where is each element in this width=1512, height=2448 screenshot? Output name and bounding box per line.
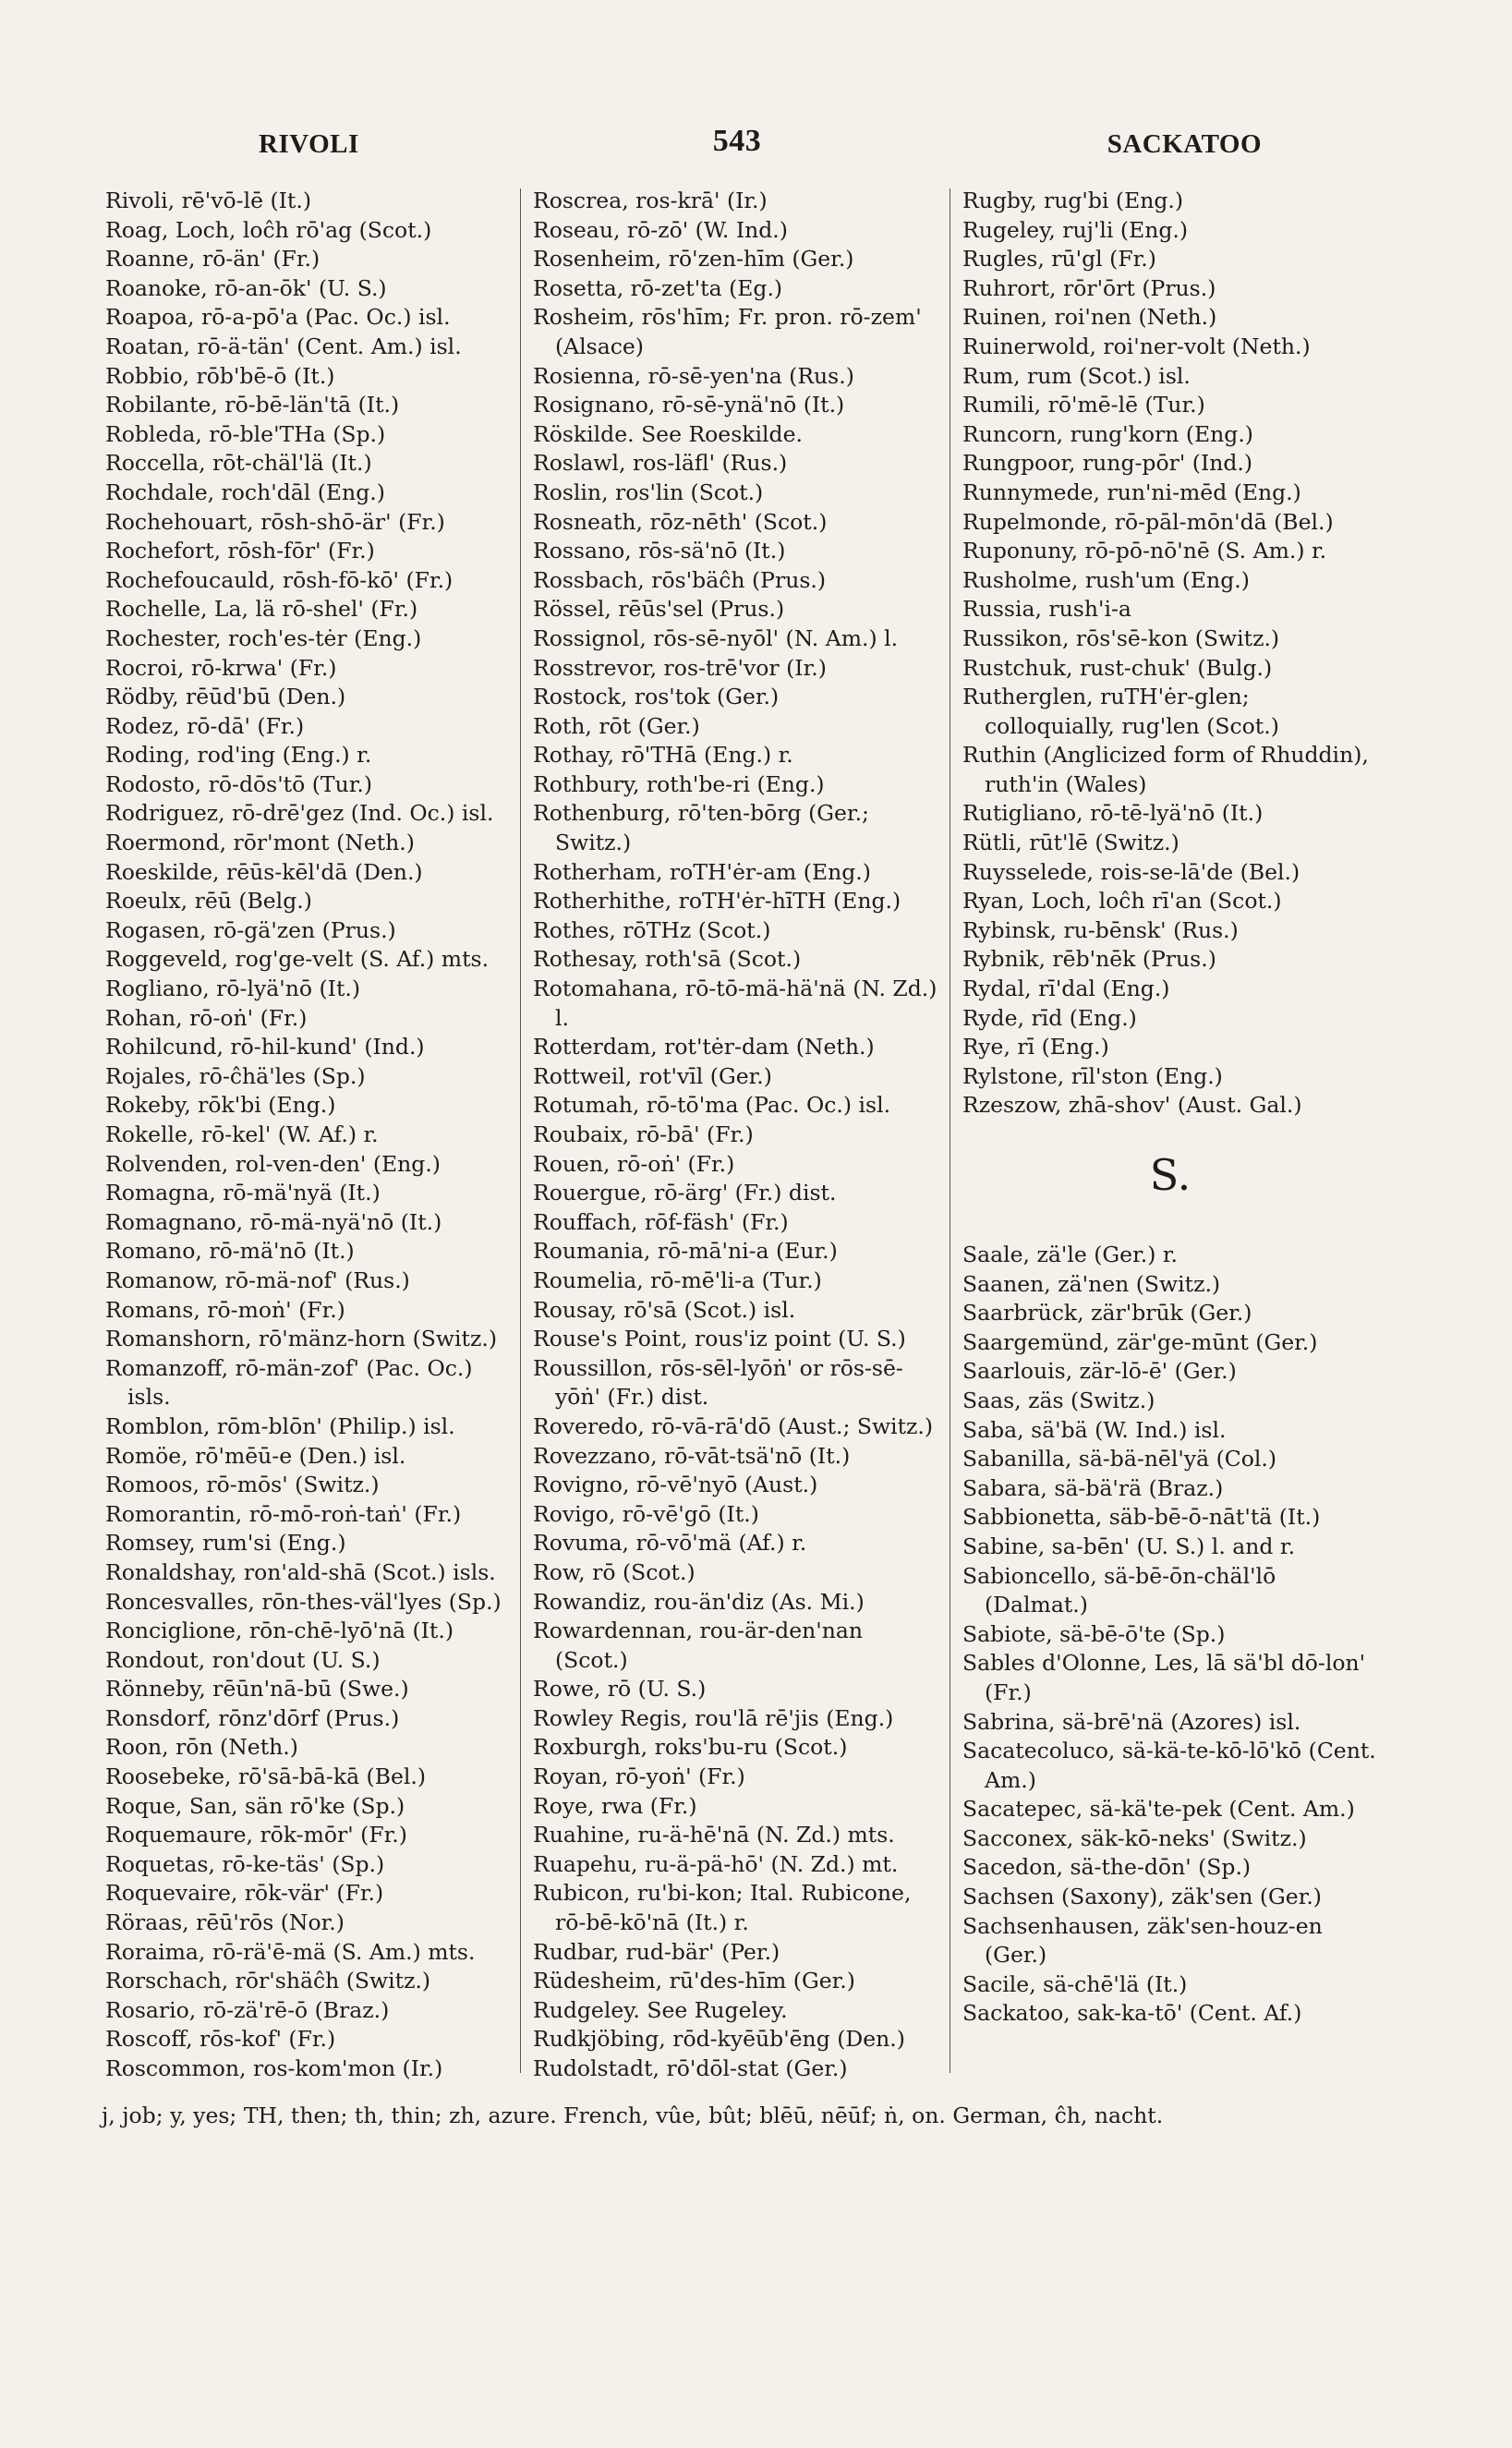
header-right-guide-word: SACKATOO bbox=[1107, 129, 1262, 159]
gazetteer-entry: Rowardennan, rou-är-den'nan (Scot.) bbox=[533, 1618, 863, 1673]
gazetteer-entry: Royan, rō-yoṅ' (Fr.) bbox=[533, 1763, 745, 1790]
gazetteer-entry: Sacconex, säk-kō-neks' (Switz.) bbox=[962, 1824, 1307, 1851]
gazetteer-entry: Romagna, rō-mä'nyä (It.) bbox=[105, 1180, 381, 1206]
gazetteer-entry: Rotumah, rō-tō'ma (Pac. Oc.) isl. bbox=[533, 1092, 891, 1119]
gazetteer-entry: Rütli, rūt'lē (Switz.) bbox=[962, 830, 1179, 856]
gazetteer-entry: Roxburgh, roks'bu-ru (Scot.) bbox=[533, 1734, 848, 1761]
gazetteer-entry: Roque, San, sän rō'ke (Sp.) bbox=[105, 1792, 405, 1819]
gazetteer-entry: Rolvenden, rol-ven-den' (Eng.) bbox=[105, 1150, 441, 1177]
gazetteer-entry: Rostock, ros'tok (Ger.) bbox=[533, 684, 780, 710]
gazetteer-entry: Rowley Regis, rou'lā rē'jis (Eng.) bbox=[533, 1704, 894, 1731]
gazetteer-entry: Roanoke, rō-an-ōk' (U. S.) bbox=[105, 274, 387, 301]
gazetteer-entry: Robilante, rō-bē-län'tā (It.) bbox=[105, 392, 400, 418]
gazetteer-entry: Rondout, ron'dout (U. S.) bbox=[105, 1646, 381, 1673]
gazetteer-entry: Rotomahana, rō-tō-mä-hä'nä (N. Zd.) l. bbox=[533, 976, 937, 1031]
gazetteer-entry: Roumelia, rō-mē'li-a (Tur.) bbox=[533, 1266, 822, 1293]
gazetteer-entry: Röskilde. See Roeskilde. bbox=[533, 420, 803, 447]
gazetteer-entry: Rubicon, ru'bi-kon; Ital. Rubicone, rō-bē-kō'nā (It.) r. bbox=[533, 1880, 912, 1936]
gazetteer-entry: Roeulx, rēū (Belg.) bbox=[105, 888, 312, 915]
gazetteer-entry: Rouen, rō-oṅ' (Fr.) bbox=[533, 1150, 735, 1177]
column-divider bbox=[520, 188, 521, 2073]
gazetteer-entry: Sables d'Olonne, Les, lā sä'bl dō-lon' (Fr.) bbox=[962, 1650, 1366, 1705]
header-left-guide-word: RIVOLI bbox=[259, 129, 359, 159]
gazetteer-entry: Sacatepec, sä-kä'te-pek (Cent. Am.) bbox=[962, 1796, 1355, 1823]
gazetteer-entry: Roquevaire, rōk-vär' (Fr.) bbox=[105, 1880, 384, 1907]
gazetteer-entry: Roggeveld, rog'ge-velt (S. Af.) mts. bbox=[105, 946, 490, 973]
gazetteer-entry: Sachsenhausen, zäk'sen-houz-en (Ger.) bbox=[962, 1912, 1323, 1969]
gazetteer-entry: Roubaix, rō-bā' (Fr.) bbox=[533, 1121, 754, 1147]
gazetteer-entry: Rustchuk, rust-chuk' (Bulg.) bbox=[962, 654, 1273, 681]
gazetteer-entry: Rosenheim, rō'zen-hīm (Ger.) bbox=[533, 246, 854, 273]
gazetteer-entry: Rokelle, rō-kel' (W. Af.) r. bbox=[105, 1121, 379, 1147]
gazetteer-entry: Sabbionetta, säb-bē-ō-nāt'tä (It.) bbox=[962, 1504, 1321, 1531]
gazetteer-entry: Rossignol, rōs-sē-nyōl' (N. Am.) l. bbox=[533, 624, 899, 651]
gazetteer-entry: Rylstone, rīl'ston (Eng.) bbox=[962, 1062, 1223, 1089]
gazetteer-entry: Rudkjöbing, rōd-kyēūb'ēng (Den.) bbox=[533, 2026, 905, 2053]
gazetteer-entry: Roussillon, rōs-sēl-lyōṅ' or rōs-sē-yōṅ' (Fr.) dist. bbox=[533, 1354, 903, 1411]
gazetteer-entry: Rosignano, rō-sē-ynä'nō (It.) bbox=[533, 392, 845, 418]
gazetteer-entry: Saas, zäs (Switz.) bbox=[962, 1387, 1155, 1413]
gazetteer-entry: Rovigno, rō-vē'nyō (Aust.) bbox=[533, 1472, 818, 1498]
gazetteer-entry: Ryde, rīd (Eng.) bbox=[962, 1004, 1137, 1031]
gazetteer-entry: Romanshorn, rō'mänz-horn (Switz.) bbox=[105, 1326, 497, 1352]
gazetteer-entry: Roquetas, rō-ke-täs' (Sp.) bbox=[105, 1850, 385, 1877]
gazetteer-entry: Rivoli, rē'vō-lē (It.) bbox=[105, 188, 311, 213]
gazetteer-entry: Rybinsk, ru-bēnsk' (Rus.) bbox=[962, 916, 1239, 943]
gazetteer-entry: Roseau, rō-zō' (W. Ind.) bbox=[533, 216, 788, 243]
gazetteer-columns bbox=[102, 187, 1395, 2080]
gazetteer-entry: Rochefort, rōsh-fōr' (Fr.) bbox=[105, 538, 375, 564]
gazetteer-entry: Romsey, rum'si (Eng.) bbox=[105, 1530, 346, 1557]
gazetteer-entry: Saba, sä'bä (W. Ind.) isl. bbox=[962, 1416, 1227, 1443]
gazetteer-entry: Rosneath, rōz-nēth' (Scot.) bbox=[533, 508, 828, 535]
gazetteer-entry: Rudbar, rud-bär' (Per.) bbox=[533, 1938, 780, 1965]
gazetteer-entry: Rusholme, rush'um (Eng.) bbox=[962, 566, 1250, 593]
gazetteer-entry: Ruysselede, rois-se-lā'de (Bel.) bbox=[962, 858, 1300, 885]
gazetteer-entry: Rouse's Point, rous'iz point (U. S.) bbox=[533, 1326, 906, 1352]
gazetteer-entry: Saale, zä'le (Ger.) r. bbox=[962, 1242, 1178, 1267]
gazetteer-entry: Row, rō (Scot.) bbox=[533, 1558, 696, 1585]
gazetteer-entry: Rönneby, rēūn'nā-bū (Swe.) bbox=[105, 1676, 409, 1703]
gazetteer-entry: Rödby, rēūd'bū (Den.) bbox=[105, 684, 346, 710]
gazetteer-entry: Rutherglen, ruTH'ėr-glen; colloquially, rug'len (Scot.) bbox=[962, 684, 1279, 739]
gazetteer-entry: Roon, rōn (Neth.) bbox=[105, 1734, 298, 1761]
gazetteer-entry: Roraima, rō-rä'ē-mä (S. Am.) mts. bbox=[105, 1938, 476, 1965]
page-header bbox=[102, 124, 1373, 166]
gazetteer-entry: Romanzoff, rō-män-zof' (Pac. Oc.) isls. bbox=[105, 1354, 473, 1411]
gazetteer-entry: Rungpoor, rung-pōr' (Ind.) bbox=[962, 450, 1253, 477]
gazetteer-entry: Romagnano, rō-mä-nyä'nō (It.) bbox=[105, 1208, 442, 1235]
gazetteer-entry: Rothay, rō'THā (Eng.) r. bbox=[533, 742, 793, 769]
gazetteer-entry: Sabara, sä-bä'rä (Braz.) bbox=[962, 1474, 1224, 1501]
gazetteer-entry: Rosheim, rōs'hīm; Fr. pron. rō-zem' (Alsace) bbox=[533, 304, 922, 359]
gazetteer-entry: Rodosto, rō-dōs'tō (Tur.) bbox=[105, 770, 372, 797]
gazetteer-entry: Rovigo, rō-vē'gō (It.) bbox=[533, 1500, 759, 1527]
gazetteer-entry: Sacatecoluco, sä-kä-te-kō-lō'kō (Cent. Am.) bbox=[962, 1738, 1376, 1793]
gazetteer-entry: Roslin, ros'lin (Scot.) bbox=[533, 479, 764, 505]
gazetteer-entry: Roscommon, ros-kom'mon (Ir.) bbox=[105, 2055, 443, 2081]
gazetteer-entry: Roumania, rō-mā'ni-a (Eur.) bbox=[533, 1238, 838, 1265]
gazetteer-entry: Roeskilde, rēūs-kēl'dā (Den.) bbox=[105, 858, 423, 885]
gazetteer-entry: Roag, Loch, loĉh rō'ag (Scot.) bbox=[105, 216, 432, 243]
gazetteer-entry: Russikon, rōs'sē-kon (Switz.) bbox=[962, 624, 1280, 651]
gazetteer-entry: Russia, rush'i-a bbox=[962, 596, 1131, 623]
gazetteer-entry: Sacedon, sä-the-dōn' (Sp.) bbox=[962, 1854, 1252, 1881]
gazetteer-entry: Rumili, rō'mē-lē (Tur.) bbox=[962, 392, 1205, 418]
gazetteer-entry: Rössel, rēūs'sel (Prus.) bbox=[533, 596, 785, 623]
gazetteer-entry: Sabrina, sä-brē'nä (Azores) isl. bbox=[962, 1708, 1301, 1735]
gazetteer-entry: Rohilcund, rō-hil-kund' (Ind.) bbox=[105, 1034, 425, 1060]
gazetteer-entry: Romblon, rōm-blōn' (Philip.) isl. bbox=[105, 1412, 455, 1439]
gazetteer-entry: Ruthin (Anglicized form of Rhuddin), ruth'in (Wales) bbox=[962, 742, 1369, 797]
section-letter: S. bbox=[1149, 1150, 1191, 1200]
gazetteer-entry: Rochester, roch'es-tėr (Eng.) bbox=[105, 624, 422, 651]
gazetteer-entry: Rossano, rōs-sä'nō (It.) bbox=[533, 538, 786, 564]
gazetteer-entry: Rovuma, rō-vō'mä (Af.) r. bbox=[533, 1530, 807, 1557]
gazetteer-entry: Rohan, rō-oṅ' (Fr.) bbox=[105, 1004, 308, 1031]
gazetteer-entry: Rochehouart, rōsh-shō-är' (Fr.) bbox=[105, 508, 445, 535]
gazetteer-entry: Rokeby, rōk'bi (Eng.) bbox=[105, 1092, 336, 1119]
gazetteer-entry: Saarbrück, zär'brūk (Ger.) bbox=[962, 1300, 1252, 1327]
gazetteer-entry: Runnymede, run'ni-mēd (Eng.) bbox=[962, 479, 1301, 505]
gazetteer-entry: Rugeley, ruj'li (Eng.) bbox=[962, 216, 1189, 243]
gazetteer-entry: Romöe, rō'mēū-e (Den.) isl. bbox=[105, 1442, 406, 1469]
gazetteer-entry: Rothenburg, rō'ten-bōrg (Ger.; Switz.) bbox=[533, 800, 869, 856]
gazetteer-entry: Rydal, rī'dal (Eng.) bbox=[962, 976, 1170, 1002]
gazetteer-entry: Sackatoo, sak-ka-tō' (Cent. Af.) bbox=[962, 2000, 1302, 2027]
gazetteer-entry: Saanen, zä'nen (Switz.) bbox=[962, 1270, 1221, 1297]
gazetteer-entry: Saarlouis, zär-lō-ē' (Ger.) bbox=[962, 1358, 1237, 1385]
gazetteer-entry: Rutigliano, rō-tē-lyä'nō (It.) bbox=[962, 800, 1264, 827]
gazetteer-entry: Rosienna, rō-sē-yen'na (Rus.) bbox=[533, 362, 854, 389]
gazetteer-entry: Roquemaure, rōk-mōr' (Fr.) bbox=[105, 1822, 407, 1848]
gazetteer-entry: Roslawl, ros-läfl' (Rus.) bbox=[533, 450, 788, 477]
gazetteer-entry: Ruponuny, rō-pō-nō'nē (S. Am.) r. bbox=[962, 538, 1327, 564]
gazetteer-entry: Rogliano, rō-lyä'nō (It.) bbox=[105, 976, 361, 1002]
gazetteer-entry: Roanne, rō-än' (Fr.) bbox=[105, 246, 321, 273]
gazetteer-entry: Rosetta, rō-zet'ta (Eg.) bbox=[533, 274, 783, 301]
gazetteer-entry: Rorschach, rōr'shäĉh (Switz.) bbox=[105, 1968, 431, 1994]
gazetteer-entry: Roscrea, ros-krā' (Ir.) bbox=[533, 188, 768, 213]
gazetteer-entry: Sachsen (Saxony), zäk'sen (Ger.) bbox=[962, 1884, 1322, 1910]
gazetteer-entry: Röraas, rēū'rōs (Nor.) bbox=[105, 1909, 345, 1936]
gazetteer-entry: Roth, rōt (Ger.) bbox=[533, 712, 700, 739]
column-1 bbox=[105, 187, 512, 2080]
gazetteer-entry: Rossbach, rōs'bäĉh (Prus.) bbox=[533, 566, 827, 593]
column-3-s-entries bbox=[962, 1241, 1378, 2029]
gazetteer-entry: Ronsdorf, rōnz'dōrf (Prus.) bbox=[105, 1704, 400, 1731]
gazetteer-entry: Rzeszow, zhā-shov' (Aust. Gal.) bbox=[962, 1092, 1302, 1119]
gazetteer-entry: Romans, rō-moṅ' (Fr.) bbox=[105, 1296, 345, 1323]
gazetteer-entry: Roapoa, rō-a-pō'a (Pac. Oc.) isl. bbox=[105, 304, 451, 331]
gazetteer-entry: Ruinerwold, roi'ner-volt (Neth.) bbox=[962, 333, 1311, 359]
gazetteer-entry: Roveredo, rō-vā-rā'dō (Aust.; Switz.) bbox=[533, 1412, 934, 1439]
gazetteer-entry: Sabiote, sä-bē-ō'te (Sp.) bbox=[962, 1620, 1226, 1647]
gazetteer-entry: Romorantin, rō-mō-roṅ-taṅ' (Fr.) bbox=[105, 1500, 462, 1527]
gazetteer-entry: Rowandiz, rou-än'diz (As. Mi.) bbox=[533, 1588, 865, 1615]
gazetteer-entry: Rochdale, roch'dāl (Eng.) bbox=[105, 479, 385, 505]
pronunciation-key-footer: j, job; y, yes; TH, then; th, thin; zh, azure. French, vûe, bût; blēū, nēūf; ṅ, on. German, ĉh, nacht. bbox=[102, 2103, 1164, 2128]
gazetteer-entry: Roermond, rōr'mont (Neth.) bbox=[105, 830, 415, 856]
gazetteer-entry: Rodez, rō-dā' (Fr.) bbox=[105, 712, 305, 739]
gazetteer-entry: Robleda, rō-ble'THa (Sp.) bbox=[105, 420, 386, 447]
page-number: 543 bbox=[712, 124, 762, 158]
gazetteer-entry: Rodriguez, rō-drē'gez (Ind. Oc.) isl. bbox=[105, 800, 494, 827]
gazetteer-entry: Roding, rod'ing (Eng.) r. bbox=[105, 742, 372, 769]
gazetteer-entry: Sabioncello, sä-bē-ōn-chäl'lō (Dalmat.) bbox=[962, 1562, 1276, 1618]
column-3 bbox=[962, 187, 1378, 2080]
gazetteer-entry: Rojales, rō-ĉhä'les (Sp.) bbox=[105, 1062, 366, 1089]
gazetteer-entry: Rybnik, rēb'nēk (Prus.) bbox=[962, 946, 1216, 973]
gazetteer-entry: Sabine, sa-bēn' (U. S.) l. and r. bbox=[962, 1533, 1296, 1559]
gazetteer-entry: Rosario, rō-zä'rē-ō (Braz.) bbox=[105, 1996, 390, 2023]
gazetteer-entry: Rousay, rō'sā (Scot.) isl. bbox=[533, 1296, 796, 1323]
gazetteer-entry: Roscoff, rōs-kof' (Fr.) bbox=[105, 2026, 336, 2053]
gazetteer-entry: Ryan, Loch, loĉh rī'an (Scot.) bbox=[962, 888, 1282, 915]
gazetteer-entry: Rottweil, rot'vīl (Ger.) bbox=[533, 1062, 772, 1089]
gazetteer-entry: Rum, rum (Scot.) isl. bbox=[962, 362, 1191, 389]
gazetteer-entry: Roye, rwa (Fr.) bbox=[533, 1792, 697, 1819]
gazetteer-entry: Romanow, rō-mä-nof' (Rus.) bbox=[105, 1266, 410, 1293]
gazetteer-entry: Rotherham, roTH'ėr-am (Eng.) bbox=[533, 858, 871, 885]
gazetteer-entry: Sabanilla, sä-bä-nēl'yä (Col.) bbox=[962, 1446, 1277, 1472]
gazetteer-entry: Rudgeley. See Rugeley. bbox=[533, 1996, 788, 2023]
gazetteer-entry: Runcorn, rung'korn (Eng.) bbox=[962, 420, 1253, 447]
gazetteer-entry: Rocroi, rō-krwa' (Fr.) bbox=[105, 654, 337, 681]
gazetteer-entry: Rupelmonde, rō-pāl-mōn'dā (Bel.) bbox=[962, 508, 1334, 535]
gazetteer-entry: Rosstrevor, ros-trē'vor (Ir.) bbox=[533, 654, 827, 681]
gazetteer-entry: Ruahine, ru-ä-hē'nā (N. Zd.) mts. bbox=[533, 1822, 895, 1848]
gazetteer-entry: Ruhrort, rōr'ōrt (Prus.) bbox=[962, 274, 1216, 301]
gazetteer-entry: Rovezzano, rō-vāt-tsä'nō (It.) bbox=[533, 1442, 851, 1469]
gazetteer-entry: Ruinen, roi'nen (Neth.) bbox=[962, 304, 1217, 331]
gazetteer-entry: Roatan, rō-ä-tän' (Cent. Am.) isl. bbox=[105, 333, 462, 359]
gazetteer-entry: Rugby, rug'bi (Eng.) bbox=[962, 188, 1184, 213]
gazetteer-entry: Saargemünd, zär'ge-mūnt (Ger.) bbox=[962, 1328, 1318, 1355]
gazetteer-entry: Rouergue, rō-ärg' (Fr.) dist. bbox=[533, 1180, 837, 1206]
gazetteer-entry: Rothesay, roth'sā (Scot.) bbox=[533, 946, 802, 973]
gazetteer-entry: Rouffach, rōf-fäsh' (Fr.) bbox=[533, 1208, 789, 1235]
column-2 bbox=[533, 187, 939, 2080]
gazetteer-entry: Romano, rō-mä'nō (It.) bbox=[105, 1238, 355, 1265]
gazetteer-entry: Rothes, rōTHz (Scot.) bbox=[533, 916, 771, 943]
gazetteer-entry: Ronciglione, rōn-chē-lyō'nā (It.) bbox=[105, 1618, 454, 1644]
gazetteer-entry: Rothbury, roth'be-ri (Eng.) bbox=[533, 770, 825, 797]
gazetteer-entry: Rochelle, La, lä rō-shel' (Fr.) bbox=[105, 596, 418, 623]
gazetteer-entry: Rotterdam, rot'tėr-dam (Neth.) bbox=[533, 1034, 875, 1060]
gazetteer-entry: Rowe, rō (U. S.) bbox=[533, 1676, 707, 1703]
gazetteer-entry: Rudolstadt, rō'dōl-stat (Ger.) bbox=[533, 2055, 848, 2081]
gazetteer-entry: Rye, rī (Eng.) bbox=[962, 1034, 1109, 1060]
gazetteer-entry: Roosebeke, rō'sā-bā-kā (Bel.) bbox=[105, 1763, 427, 1790]
gazetteer-entry: Roccella, rōt-chäl'lä (It.) bbox=[105, 450, 372, 477]
gazetteer-entry: Robbio, rōb'bē-ō (It.) bbox=[105, 362, 335, 389]
gazetteer-entry: Rogasen, rō-gä'zen (Prus.) bbox=[105, 916, 396, 943]
gazetteer-entry: Ruapehu, ru-ä-pä-hō' (N. Zd.) mt. bbox=[533, 1850, 899, 1877]
gazetteer-entry: Ronaldshay, ron'ald-shā (Scot.) isls. bbox=[105, 1558, 496, 1585]
gazetteer-entry: Rotherhithe, roTH'ėr-hīTH (Eng.) bbox=[533, 888, 901, 915]
column-3-r-entries bbox=[962, 187, 1378, 1121]
gazetteer-entry: Rugles, rū'gl (Fr.) bbox=[962, 246, 1156, 273]
gazetteer-entry: Sacile, sä-chē'lä (It.) bbox=[962, 1970, 1188, 1997]
gazetteer-entry: Rochefoucauld, rōsh-fō-kō' (Fr.) bbox=[105, 566, 454, 593]
gazetteer-entry: Roncesvalles, rōn-thes-väl'lyes (Sp.) bbox=[105, 1588, 502, 1615]
gazetteer-entry: Rüdesheim, rū'des-hīm (Ger.) bbox=[533, 1968, 855, 1994]
gazetteer-entry: Romoos, rō-mōs' (Switz.) bbox=[105, 1472, 380, 1498]
